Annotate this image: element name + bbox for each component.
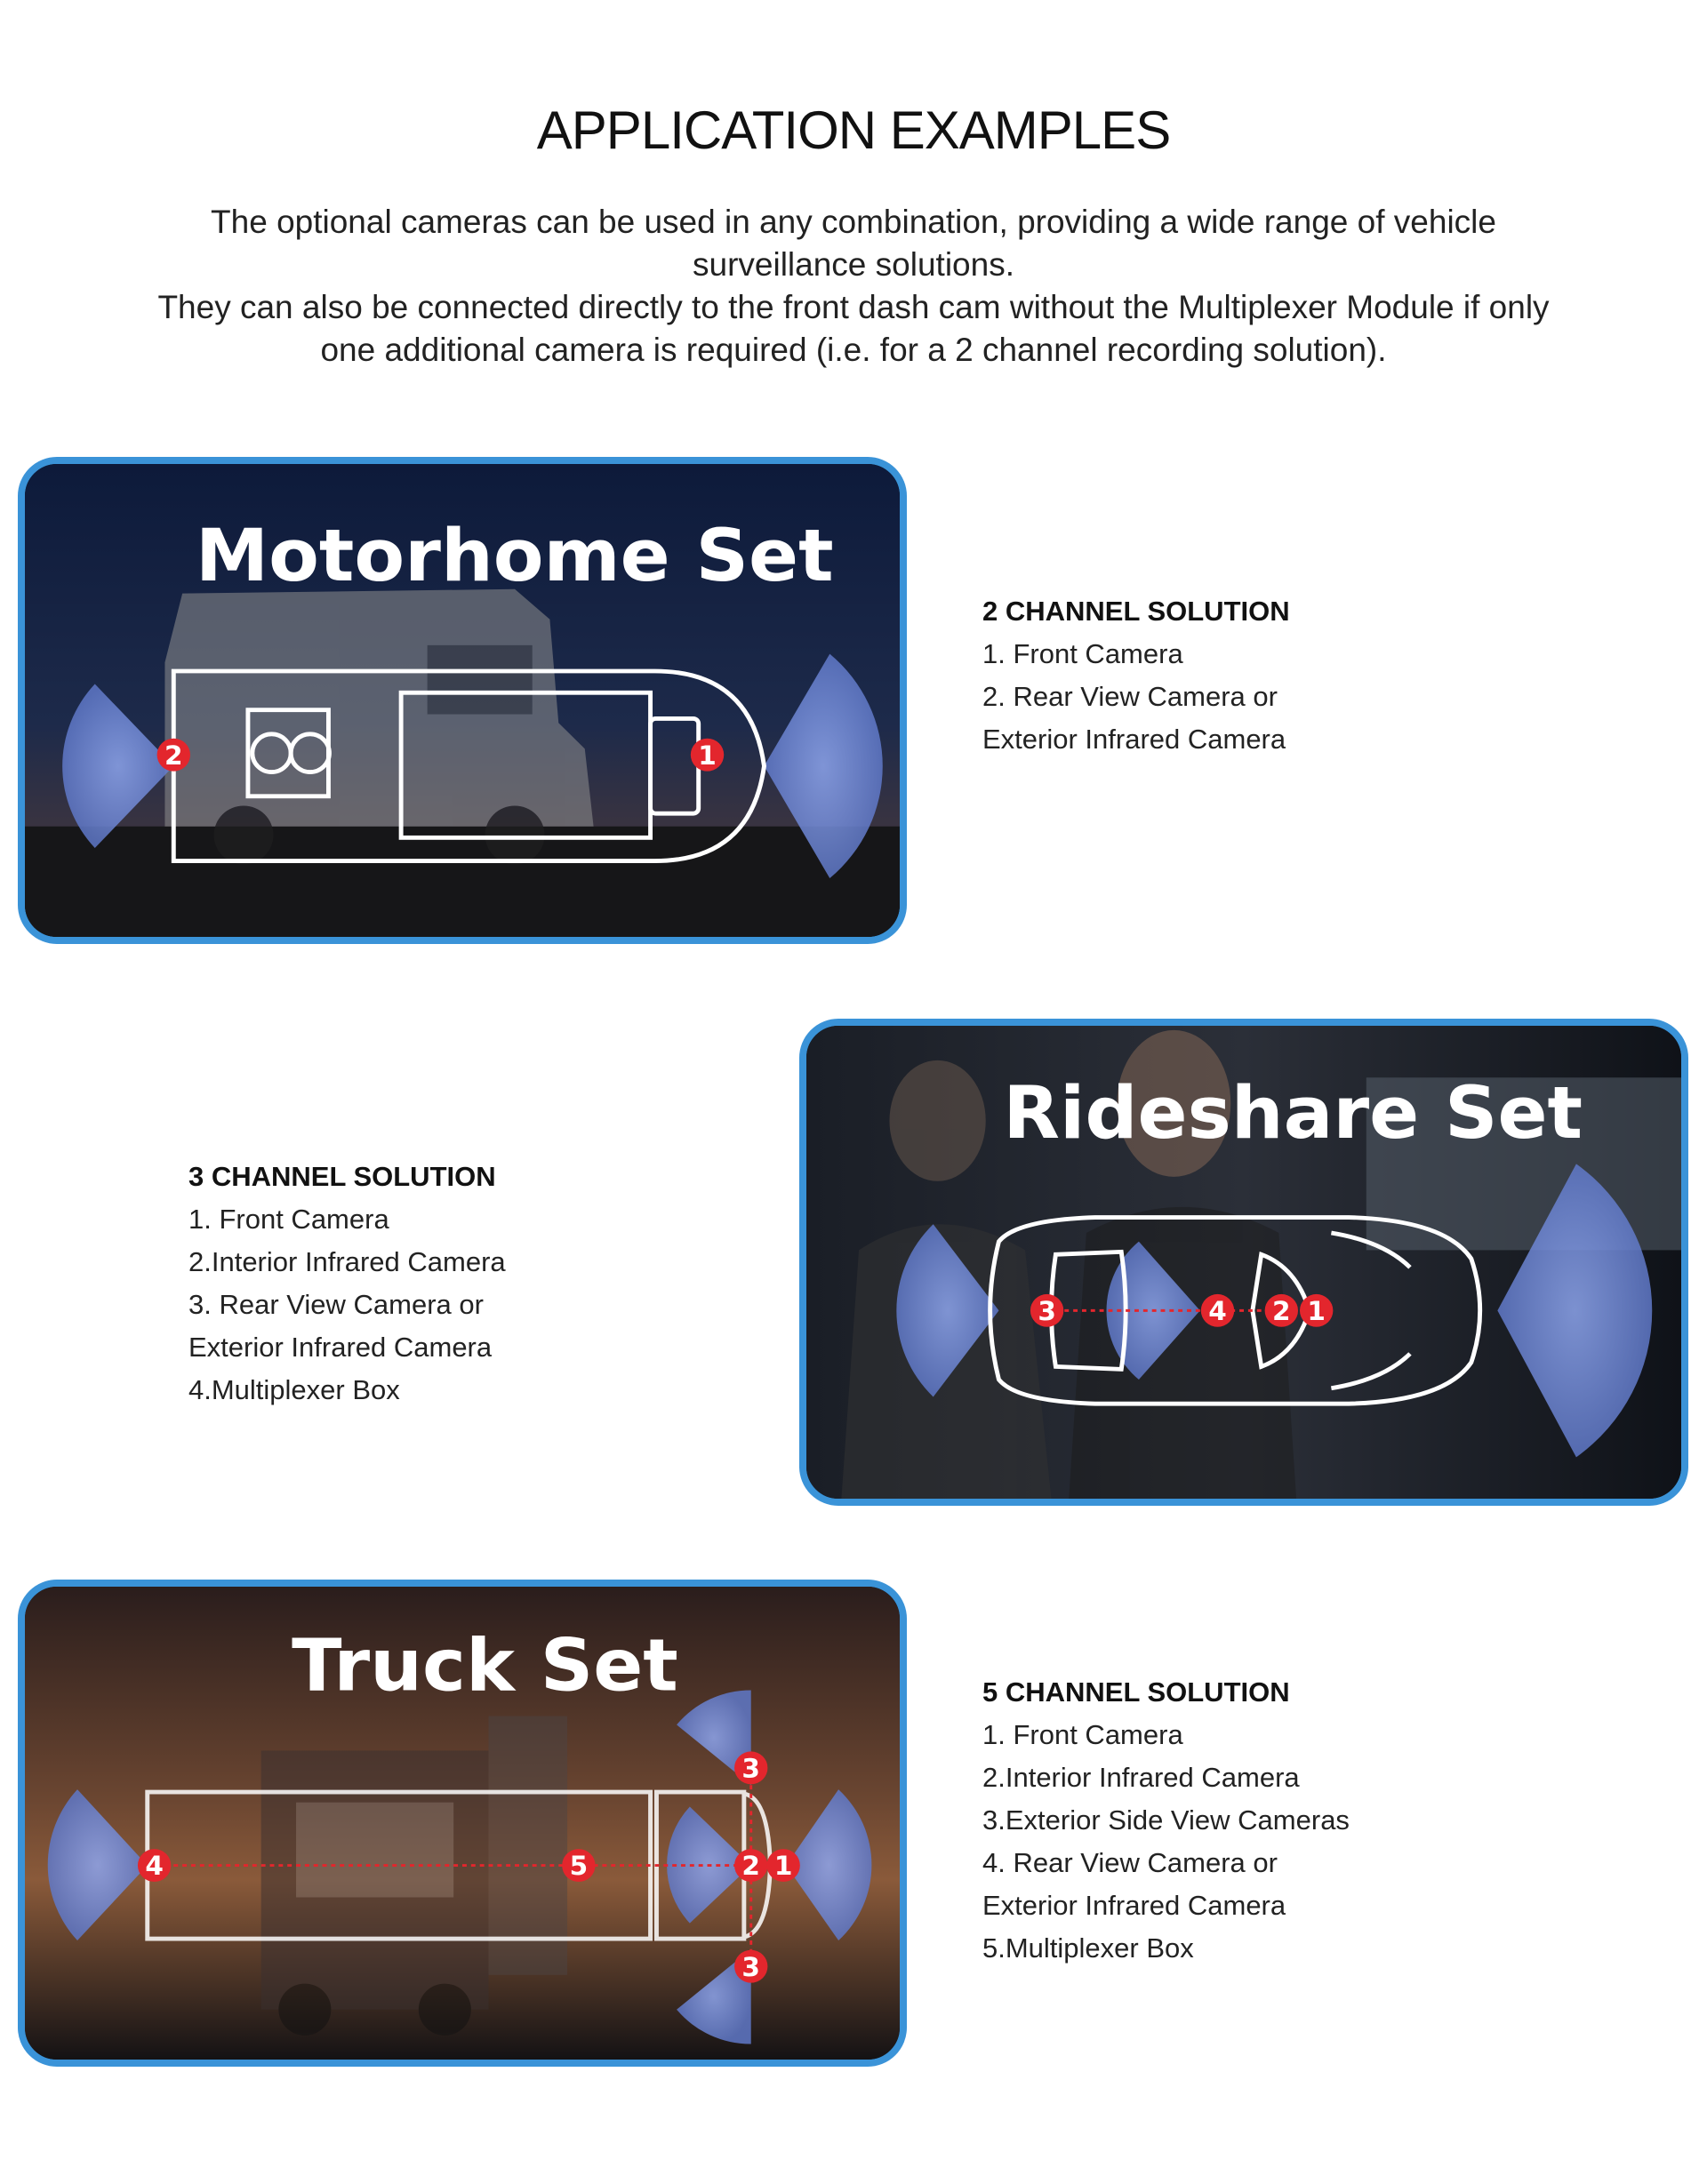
camera-badge <box>157 739 190 772</box>
solution-line: 4.Multiplexer Box <box>188 1374 400 1405</box>
solution-line: Exterior Infrared Camera <box>982 724 1286 755</box>
motorhome-solution-text <box>982 590 1290 761</box>
solution-line: 2. Rear View Camera or <box>982 681 1278 712</box>
camera-badge <box>734 1849 767 1882</box>
motorhome-set-image <box>18 457 907 944</box>
motorhome-set-title: Motorhome Set <box>195 514 834 598</box>
svg-text:3: 3 <box>741 1753 760 1784</box>
intro-line: They can also be connected directly to the front dash cam without the Multiplexer Module if only <box>157 289 1550 325</box>
truck-solution-text <box>982 1671 1350 1970</box>
camera-badge <box>138 1849 171 1882</box>
intro-text <box>80 201 1627 372</box>
solution-line: 3.Exterior Side View Cameras <box>982 1804 1350 1836</box>
solution-heading: 2 CHANNEL SOLUTION <box>982 596 1290 627</box>
camera-badge <box>1201 1294 1234 1327</box>
intro-line: surveillance solutions. <box>693 246 1014 283</box>
truck-set-title: Truck Set <box>292 1624 678 1708</box>
svg-text:5: 5 <box>569 1851 589 1882</box>
svg-text:1: 1 <box>773 1851 793 1882</box>
camera-badge <box>734 1950 767 1983</box>
intro-line: one additional camera is required (i.e. for a 2 channel recording solution). <box>320 332 1387 368</box>
svg-text:4: 4 <box>145 1851 164 1882</box>
rideshare-set-title: Rideshare Set <box>1003 1071 1583 1156</box>
solution-line: 4. Rear View Camera or <box>982 1847 1278 1878</box>
page-title: APPLICATION EXAMPLES <box>536 100 1171 160</box>
camera-badge <box>562 1849 595 1882</box>
svg-text:4: 4 <box>1208 1296 1227 1326</box>
solution-line: Exterior Infrared Camera <box>982 1890 1286 1921</box>
svg-text:1: 1 <box>1307 1296 1326 1326</box>
svg-text:2: 2 <box>1272 1296 1291 1326</box>
truck-set-image <box>18 1580 907 2067</box>
solution-line: 2.Interior Infrared Camera <box>188 1246 506 1277</box>
svg-text:3: 3 <box>1038 1296 1056 1326</box>
camera-badge <box>734 1751 767 1784</box>
motorhome-photo <box>164 589 593 865</box>
solution-line: 5.Multiplexer Box <box>982 1932 1194 1964</box>
svg-text:2: 2 <box>164 740 183 771</box>
svg-text:3: 3 <box>741 1952 760 1982</box>
solution-line: Exterior Infrared Camera <box>188 1332 493 1363</box>
solution-line: 1. Front Camera <box>188 1204 389 1235</box>
svg-text:2: 2 <box>741 1851 760 1882</box>
solution-line: 3. Rear View Camera or <box>188 1289 484 1320</box>
camera-badge <box>691 739 724 772</box>
camera-badge <box>1030 1294 1063 1327</box>
solution-heading: 5 CHANNEL SOLUTION <box>982 1676 1290 1708</box>
solution-heading: 3 CHANNEL SOLUTION <box>188 1161 496 1192</box>
camera-badge <box>1265 1294 1298 1327</box>
camera-badge <box>766 1849 799 1882</box>
camera-badge <box>1300 1294 1333 1327</box>
svg-text:1: 1 <box>698 740 717 771</box>
solution-line: 2.Interior Infrared Camera <box>982 1762 1300 1793</box>
intro-line: The optional cameras can be used in any combination, providing a wide range of vehicle <box>211 204 1496 240</box>
solution-line: 1. Front Camera <box>982 1719 1183 1750</box>
solution-line: 1. Front Camera <box>982 638 1183 669</box>
rideshare-solution-text <box>188 1156 506 1412</box>
rideshare-set-image <box>799 1019 1688 1506</box>
